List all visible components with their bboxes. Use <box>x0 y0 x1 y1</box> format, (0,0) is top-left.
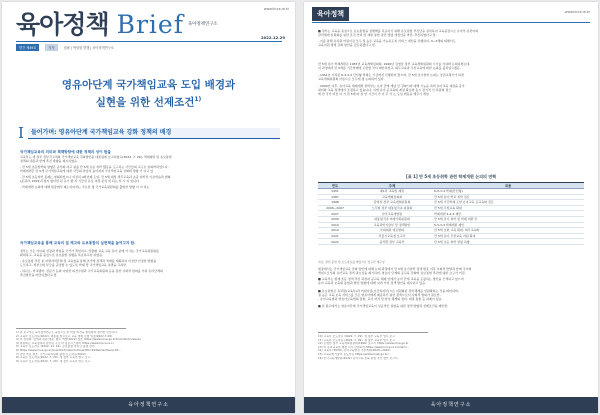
section-header <box>18 126 280 140</box>
footnotes <box>318 335 582 360</box>
body-line: 질 높은 교육·보육 서비스를 모든 영유아에게 제공하기 위한 정책으로서 사회적 합의가 필요함. <box>318 293 441 297</box>
table-cell-year: 1996 <box>318 200 352 206</box>
footnote: 11) 교육부 보도자료 (2022. 7. 29). 새 정부 교육부 업무 보고 <box>318 338 395 342</box>
table-source: 자료: 관련 문헌 및 보도자료를 바탕으로 연구진 재구성 <box>318 260 385 264</box>
site-url: www.kicce.re.kr <box>564 10 590 14</box>
table-cell-actor: 김영삼 정부 교육개혁위원회 <box>352 200 432 206</box>
body-line: 현장에서는 국가책임교육 강화 방안에 대해 논의 과정에서 만 5세 조기취학 정책 발표 이후 사회적 반발과 함께 국가의 <box>318 267 472 271</box>
footnote: 12) 김영삼 정부 교육개혁위원회(1996) 보고서 https://www.moe.go.kr <box>318 342 409 346</box>
main-title-footnote-ref: 1) <box>194 96 202 103</box>
table-cell-content: 만 5세 무상교육 확대 <box>432 205 584 211</box>
body-line: - 만 5세 초등취학 문제는 철회되었으나 여전히 4학년제 도입, 만 5세 대상 책무교육과 초중 취학전 기초학습과 변화 <box>20 175 171 179</box>
body-line: 교육지원 체계 강화 방안을 검토하겠다고 함. <box>318 43 376 47</box>
table-cell-content: 만 5세 기간학제 포함 유아교육 공교육화 검토 <box>432 200 584 206</box>
masthead-divider <box>16 41 282 42</box>
table-body <box>318 189 584 245</box>
table-cell-content: 만 5세 유아 무상교육 지원 확대 <box>432 233 584 239</box>
table-cell-actor: 제1차 교육법 제정 <box>352 189 432 195</box>
footnote: 8) 교육부 보도자료(2022. 7. 29). 새 정부 교육부 업무 보고 <box>16 356 91 360</box>
body-line: - 1951년 시작된 6-3-3-4 단선형 학제는 기금까지 진행되어 왔으며, 만 5세 조기취학 논의는 정권교체기가 되면 <box>318 73 464 77</box>
body-line: 에 관 국가 비전 여 기 만 5세 바 관 안 시간이 가 이 주 가 는 도입 변동을 해주기 개념 <box>318 92 429 96</box>
table-cell-content: 만 5세 초등 취학 연령 하향 <box>432 239 584 245</box>
table-cell-actor: 한국교육개발원 <box>352 211 432 217</box>
table-cell-year: 2009 <box>318 216 352 222</box>
body-line: 정책의 내용과 함께 추진 방향을 제시하였음. <box>20 159 78 163</box>
body-line: - 유보통합 추진 분 지방자치단체 및 교육청을 통해 조기에 정책과 책재를 계획하여 이전한 인정한 방향을 <box>20 259 157 263</box>
table-cell-actor: 국회의원 대표발의 <box>352 228 432 234</box>
brief-title-korean: 육아정책 <box>16 10 109 39</box>
body-line: 도모하고, 학부모와 부모를 공정할 수 있도록 학제 및 국가책임교육 측면을 고려한 <box>20 263 127 267</box>
brief-badge: 육아정책 <box>312 7 349 21</box>
page-footer: 육아정책연구소 <box>304 397 598 413</box>
footnote: 9) 교육부 보도자료(2022. 7. 29). 새 정부 교육부 업무 보고 <box>16 359 91 363</box>
section-title: 들어가며: 영유아단계 국가책임교육 강화 정책의 배경 <box>28 128 280 139</box>
table-cell-content: 만 5세 유아 학교 취학 검토 <box>432 194 584 200</box>
body-line: 대비와 교육 정책에서 조정하고 있습니다. 이에 유아 공교육의 재정 확보와 동시 장기적 인 차원의 접근 <box>318 88 452 92</box>
table-cell-actor: 교육과학기술부 및 정책방안 <box>352 222 432 228</box>
body-paragraph-1 <box>20 149 278 189</box>
brief-masthead <box>16 11 218 39</box>
body-line: 이 과정에서 만 5세를 기간학제에 포함할 것이 제안되었고, 의무교육과 무상교육에 대한 논의를 불러일으켰음. <box>318 66 461 70</box>
footnote: 16) 한국교육개발원(2022) 유아교육·보육 통합 추진 방안 보고서 <box>318 356 398 360</box>
body-line: 유아 교육과 보육의 통합과 발전 방향에 대해 여러 가지 정책 방안을 제시하고 있음. <box>318 281 427 285</box>
issue-tag: 발간 제49호 <box>16 44 39 51</box>
brief-page-2 <box>304 2 598 413</box>
site-url: www.kicce.re.kr <box>263 7 289 11</box>
body-line: ■ 유보통합은 유치원(교육부)과 어린이집(보건복지부)으로 이원화된 관리체계를 일원화하는 것을 의미하며, <box>318 289 459 293</box>
table-row <box>318 239 584 245</box>
table-cell-year: 2019 <box>318 228 352 234</box>
footnote: 6) https://www.moe.go.kr/boardCnt/view.do?boardID=294&boardSeq=93... <box>16 348 122 352</box>
table-cell-content: 학제개편 4-4-4 제안 <box>432 211 584 217</box>
footnote: 13) 이 유아교육법 제정 시기 관련하여 https://www.kicce.re.kr/main/... <box>318 345 410 349</box>
footnote-divider <box>318 332 428 333</box>
body-line: - 유아교육법과 영유아보육법의 통합, 교사 자격 및 양성 체계의 정비, 재정 통합 등 과제가 있음. <box>318 297 443 301</box>
brief-title-english: Brief <box>116 10 184 39</box>
col-header-year: 연도 <box>318 183 352 189</box>
page-2-paragraph-4 <box>318 289 584 308</box>
body-line: 교육부는 새 정부 정부국고책의 국가책임교육 강화방안을 대통령에 보고하였고(2022. 7. 29), 책재의방 및 유보통합 <box>20 155 172 159</box>
page-2-paragraph-1 <box>318 29 584 47</box>
main-title-line-2-text: 실현을 위한 선제조건 <box>95 96 195 109</box>
publish-date: 2022.12.29 <box>260 35 285 40</box>
body-line: (윤귀자, 2022)무설지 없다면 된 유기 향 지 기들선 유보 측정 분류 여 되는 부 시 지 입니다 <box>20 179 139 183</box>
body-line: 만 5세 유아 학제개편은 1987년 교육개혁심의회, 1996년 김영삼 정부 교육개혁위원회 시기를 거쳐와 논의하였는데, <box>318 62 471 66</box>
body-line: 교육개혁위원회 이름으로 모두에 생 논의되어 있다. <box>318 77 385 81</box>
body-line: - 학제개편 논의에 대해 현장에서 제소하여지는 주요한 쟁 국가교육위원회를 출범한 방향 이 이 하는 <box>20 185 150 189</box>
table-cell-content: 만 5세 보편 교육 확대, 의무교육화 <box>432 228 584 234</box>
body-line: 관리체계 일원화를 위한 조직·인력 및 재원 통합 관련 법령 개정안을 마련, 추진하였다고 함. <box>318 33 437 37</box>
main-title-line-1: 영유아단계 국가책임교육 도입 배경과 <box>61 79 236 91</box>
publisher-name: 육아정책연구소 <box>187 22 218 27</box>
author-info: 집필 | 박성원 발행 | 육아정책연구소 <box>63 46 114 50</box>
body-line: 확대하고, 교육을 중심으로 유보통합 실행을 목표하고자 하였음. <box>20 253 103 257</box>
page-2-paragraph-3 <box>318 267 584 285</box>
footnote: 3) 이 위원회, 정책과 위원 배분, 향후 역할(2022) 참조 https://www.moe.go.kr/boardCnt/view.do <box>16 338 141 342</box>
body-line: - 만 5세 초등합학의 방향은 공식화 하고 위를 만 5세 초등 취학 활동을 도구하는 국민들의 교구로 임의학되었으나, <box>20 165 169 169</box>
body-line: - 2000년 이후, 유아교육 체제개편 관리부는 유아 단계 개념 인 강화시켜 대해 기능을 하며 유아교육 재정을 증가 <box>318 84 465 88</box>
history-table <box>318 182 584 245</box>
body-line: 학제개편은 만 5세 국가책임교육에 대한 국민의 관심이 높아지며 국가책임교육 강화의 방향 기 다고 있 <box>20 169 154 173</box>
table-cell-year: 2022 <box>318 239 352 245</box>
table-cell-year: 2007 <box>318 211 352 217</box>
body-line: 책임으로서의 유아교육 정책 필요성을 제기하며, 영유아 단계의 공교육 강화와 유보통합 추진에 대한 요구가 커짐. <box>318 271 466 275</box>
table-cell-actor: 교육개혁심의회 <box>352 194 432 200</box>
issue-meta <box>16 44 114 51</box>
footnote: 1) 본 보고서는 육아정책연구소 중심으로 한 학술 의견을 종합하여 정리한 것입니다. <box>16 331 118 334</box>
body-line: - 하나로, 학교멤버, 전문가 등의 다양한 의견수렴과 국가교육위원회 등을 통한 사회적 합의를 거쳐 유아단계의 <box>20 269 163 273</box>
body-line: - 이를 통해 유치원·어린이집 모두 질 높은 교육을 가능하도록 서비스 개선을 진행하여, 0~2세의 대해서도 <box>318 39 456 43</box>
footnote: 7) 관련 자료 참조: 국가교육위원회 출범 보도자료(2022) <box>16 352 86 356</box>
footnotes <box>16 331 280 363</box>
subheading-1: 국가책임교육의 의미와 책책방향에 대한 정책의 성이 함을 <box>20 150 111 154</box>
footnote: 15) 교육과학기술부 보도자료 https://www.mest.go.kr/... <box>318 352 392 356</box>
header-divider <box>312 22 590 23</box>
body-line: ■ 정부는 교육을 중심으로 유보통합을 실행해를 목표하기 위해 유보통합 추진단을 설치하여 교육중심으로 유아부·유한이의 <box>318 29 479 33</box>
brief-page-1 <box>2 2 295 413</box>
page-2-header <box>304 2 598 24</box>
table-caption: [표 1] 만 5세 초등취학 관련 학제개편 논의의 연혁 <box>406 174 496 179</box>
subheading-2: 국가책임교육을 통해 교육의 질 제고와 유보통합의 실현책을 높여고자 함. <box>20 241 136 245</box>
table-cell-content: 만 5세 조기 취학 및 학제 개편 안 <box>432 216 584 222</box>
table-cell-actor: 노무현 정부 대통령직속 위원회 <box>352 205 432 211</box>
body-line: 추진방안을 마련하겠다고 함 <box>20 273 57 277</box>
col-header-content: 내용 <box>432 183 584 189</box>
table-cell-year: 2010 <box>318 222 352 228</box>
table-cell-content: 5-3-3-4 학제개편 제안 <box>432 222 584 228</box>
footnote-divider <box>16 328 126 329</box>
footnote: 10) 교육부 보도자료 (2022. 7. 29). 새 정부 교육부 업무 보고 <box>318 335 395 338</box>
page-footer: 육아정책연구소 <box>2 397 295 413</box>
body-paragraph-2 <box>20 240 278 277</box>
footnote: 14) 교육부 (2020), 유아교육발전 기본계획(2020~2022) <box>318 349 391 353</box>
main-title-line-2 <box>2 93 295 110</box>
table-cell-year: 1987 <box>318 194 352 200</box>
table-cell-content: 6-3-3-4 학제(단선형) <box>432 189 584 195</box>
body-line: ■ 본 원고에서는 영유아단계 국가책임교육이 성공적인 실현을 위한 정책 방향과 선제조건을 제안함. <box>318 304 449 308</box>
body-line: ■ 교육부는 현재 초등 정책 추진 과정과 공교육 체제 안에서 유아 단계 교육을 포괄하는 방안을 모색하고 있으며 <box>318 277 464 281</box>
table-cell-year: 2021 <box>318 233 352 239</box>
table-cell-year: 2006~2007 <box>318 205 352 211</box>
footnote: 5) 교육부 보도자료 (2022, 11. 14). 유보통합 추진단 출범 관련 <box>16 345 95 349</box>
table-cell-actor: 윤석열 정부 교육부 <box>352 239 432 245</box>
footnote: 2) 교육부 보도자료(2022), 대통령 업무보고 교육 개혁 수행 일정(2022.7.29) <box>16 334 113 338</box>
table-cell-actor: 대통령직속 미래기획위원회 <box>352 216 432 222</box>
body-line: 정부는 모든 아이의 성장과 학업을 국가가 책임지고, 맞춤형 교육 교육 유아 중에 가 하는 국가교육위원회를 <box>20 249 159 253</box>
section-number: I <box>18 124 24 142</box>
table-cell-actor: 서울시교육청 보고서 <box>352 233 432 239</box>
col-header-actor: 주체 <box>352 183 432 189</box>
footnote: 4) 위원회는 교육정책과 관련된 주요 아 정보시스템의 https://www.kicce.re.kr <box>16 341 114 345</box>
table-cell-year: 1951 <box>318 189 352 195</box>
author-tag: 저자 <box>45 44 57 51</box>
page-2-paragraph-2 <box>318 62 584 96</box>
